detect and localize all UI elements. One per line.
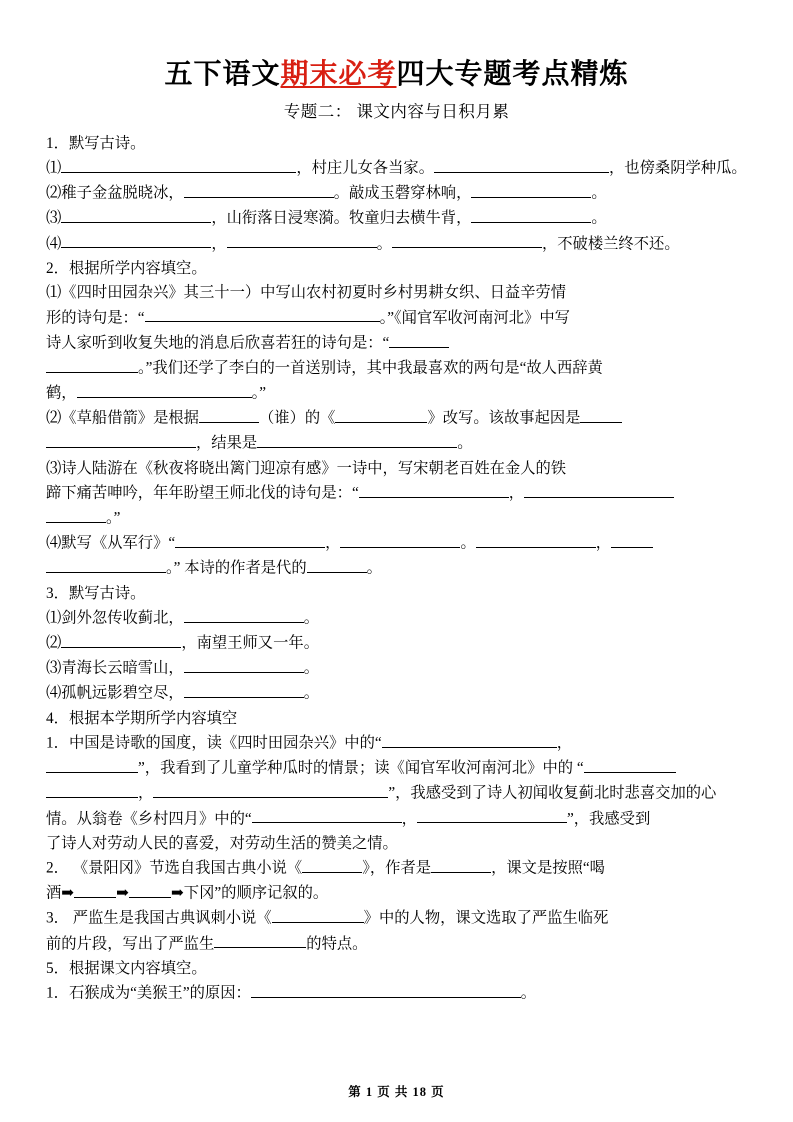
worksheet-body xyxy=(46,132,747,1007)
section-1-item-2 xyxy=(46,181,747,206)
section-4-item-3-line-1 xyxy=(46,906,747,931)
section-2-item-1-line-2 xyxy=(46,306,747,331)
item-text: 》，作者是 xyxy=(362,859,432,877)
item-text: ，不破楼兰终不还。 xyxy=(541,234,680,252)
blank-input[interactable] xyxy=(227,232,377,248)
item-text: 。”《闻官军收河南河北》中写 xyxy=(379,309,570,327)
item-text: ⑵稚子金盆脱晓冰， xyxy=(46,184,184,202)
item-text: 形的诗句是：“ xyxy=(46,309,145,327)
blank-input[interactable] xyxy=(61,156,296,172)
page-subtitle: 专题二： 课文内容与日积月累 xyxy=(283,101,510,121)
blank-input[interactable] xyxy=(392,232,542,248)
section-2-item-1-line-4 xyxy=(46,356,747,381)
section-3-item-4 xyxy=(46,681,747,706)
section-4-item-1-line-3 xyxy=(46,781,747,806)
item-text: 。 xyxy=(303,684,319,702)
item-text: 代的 xyxy=(276,559,307,577)
blank-input[interactable] xyxy=(471,181,591,197)
item-marker: ⑷ xyxy=(46,234,62,252)
blank-input[interactable] xyxy=(580,406,622,422)
blank-input[interactable] xyxy=(61,232,211,248)
item-text: ⑷默写《从军行》“ xyxy=(46,534,176,552)
item-text: ⑴剑外忽传收蓟北， xyxy=(46,609,184,627)
title-part-1: 五下语文 xyxy=(164,59,281,90)
section-3-item-1 xyxy=(46,606,747,631)
item-text: 的特点。 xyxy=(306,934,368,952)
item-text: ， xyxy=(401,809,417,827)
title-highlight: 期末必考 xyxy=(280,59,397,90)
item-text: 。 xyxy=(591,209,607,227)
blank-input[interactable] xyxy=(340,531,460,547)
blank-input[interactable] xyxy=(471,206,591,222)
section-5-heading: 5．根据课文内容填空。 xyxy=(46,959,207,977)
blank-input[interactable] xyxy=(611,531,653,547)
item-text: 。”我们还学了李白的一首送别诗，其中我最喜欢的两句是“故人西辞黄 xyxy=(138,359,603,377)
blank-input[interactable] xyxy=(46,431,196,447)
blank-input[interactable] xyxy=(524,481,674,497)
item-text: 。敲成玉磬穿林响， xyxy=(333,184,472,202)
item-text: ，山衔落日浸寒漪。牧童归去横牛背， xyxy=(211,209,472,227)
blank-input[interactable] xyxy=(184,606,304,622)
blank-input[interactable] xyxy=(153,781,388,797)
section-2-item-2-line-1 xyxy=(46,406,747,431)
page-footer: 第 1 页 共 18 页 xyxy=(348,1085,445,1099)
blank-input[interactable] xyxy=(359,481,509,497)
item-text: 。” 本诗的作者是 xyxy=(166,559,277,577)
blank-input[interactable] xyxy=(214,932,306,948)
item-text: 诗人家听到收复失地的消息后欣喜若狂的诗句是：“ xyxy=(46,334,390,352)
blank-input[interactable] xyxy=(302,856,362,872)
item-text: 1．石猴成为“美猴王”的原因： xyxy=(46,984,251,1002)
blank-input[interactable] xyxy=(61,206,211,222)
item-text: 。 xyxy=(591,184,607,202)
section-2-item-4-line-1 xyxy=(46,531,747,556)
blank-input[interactable] xyxy=(129,881,171,897)
section-2-item-3-line-3 xyxy=(46,506,747,531)
item-text: ，结果是 xyxy=(196,434,258,452)
item-marker: ⑵ xyxy=(46,634,62,652)
section-4-item-1-line-5: 了诗人对劳动人民的喜爱，对劳动生活的赞美之情。 xyxy=(46,834,398,852)
item-text: 。 xyxy=(303,659,319,677)
section-1-item-1 xyxy=(46,156,747,181)
item-text: ，村庄儿女各当家。 xyxy=(296,159,434,177)
item-text: （谁）的《 xyxy=(258,409,336,427)
section-2-item-3-line-1: ⑶诗人陆游在《秋夜将晓出篱门迎凉有感》一诗中，写宋朝老百姓在金人的铁 xyxy=(46,459,567,477)
item-text: ”，我感受到了诗人初闻收复蓟北时悲喜交加的心 xyxy=(388,784,717,802)
section-1-item-3 xyxy=(46,206,747,231)
item-text: 。 xyxy=(303,609,319,627)
blank-input[interactable] xyxy=(272,906,364,922)
item-text: ”，我看到了儿童学种瓜时的情景；读《闻官军收河南河北》中的 “ xyxy=(138,759,584,777)
section-1-item-4 xyxy=(46,232,747,257)
item-text: ，课文是按照“喝 xyxy=(491,859,605,877)
blank-input[interactable] xyxy=(199,406,259,422)
item-text: ， xyxy=(556,734,572,752)
item-text: 。 xyxy=(366,559,382,577)
item-text: ， xyxy=(508,484,525,502)
blank-input[interactable] xyxy=(184,656,304,672)
item-text: 1．中国是诗歌的国度，读《四时田园杂兴》中的“ xyxy=(46,734,382,752)
blank-input[interactable] xyxy=(476,531,596,547)
blank-input[interactable] xyxy=(46,781,138,797)
item-text: ，南望王师又一年。 xyxy=(181,634,319,652)
blank-input[interactable] xyxy=(335,406,427,422)
section-2-item-1-line-3 xyxy=(46,331,747,356)
section-2-item-1-line-5 xyxy=(46,381,747,406)
blank-input[interactable] xyxy=(46,756,138,772)
page-title xyxy=(46,58,747,92)
section-4-item-3-line-2 xyxy=(46,932,747,957)
blank-input[interactable] xyxy=(584,756,676,772)
blank-input[interactable] xyxy=(74,881,116,897)
item-text: ， xyxy=(325,534,341,552)
item-text: ， xyxy=(138,784,154,802)
section-3-item-2 xyxy=(46,631,747,656)
item-text: ”，我感受到 xyxy=(566,809,651,827)
blank-input[interactable] xyxy=(307,556,367,572)
blank-input[interactable] xyxy=(389,331,449,347)
item-text: ， xyxy=(595,534,612,552)
item-text: ，也傍桑阴学种瓜。 xyxy=(609,159,747,177)
blank-input[interactable] xyxy=(252,807,402,823)
item-marker: ⑴ xyxy=(46,159,62,177)
item-text: 。 xyxy=(457,434,473,452)
blank-input[interactable] xyxy=(61,631,181,647)
section-4-heading: 4．根据本学期所学内容填空 xyxy=(46,709,238,727)
item-text: 2． 《景阳冈》节选自我国古典小说《 xyxy=(46,859,303,877)
blank-input[interactable] xyxy=(184,681,304,697)
item-text: 3． 严监生是我国古典讽刺小说《 xyxy=(46,909,272,927)
item-text: 鹤， xyxy=(46,384,77,402)
section-4-item-1-line-1 xyxy=(46,731,747,756)
item-text: 酒➡ xyxy=(46,884,75,902)
item-marker: ⑶ xyxy=(46,209,62,227)
item-text: 。” xyxy=(106,509,121,527)
blank-input[interactable] xyxy=(46,506,106,522)
blank-input[interactable] xyxy=(46,556,166,572)
section-2-item-2-line-2 xyxy=(46,431,747,456)
section-4-item-2-line-2 xyxy=(46,881,747,906)
item-text: 。 xyxy=(460,534,476,552)
item-text: ， xyxy=(211,234,227,252)
section-2-item-1-line-1: ⑴《四时田园杂兴》其三十一）中写山农村初夏时乡村男耕女织、日益辛劳情 xyxy=(46,284,567,302)
item-text: ➡ xyxy=(116,884,129,902)
title-part-2: 四大专题考点精炼 xyxy=(396,59,629,90)
blank-input[interactable] xyxy=(257,431,457,447)
section-2-heading: 2．根据所学内容填空。 xyxy=(46,259,207,277)
section-5-item-1 xyxy=(46,981,747,1006)
item-text: ⑶青海长云暗雪山， xyxy=(46,659,184,677)
blank-input[interactable] xyxy=(46,356,138,372)
blank-input[interactable] xyxy=(434,156,609,172)
section-4-item-2-line-1 xyxy=(46,856,747,881)
item-text: 情。从翁卷《乡村四月》中的“ xyxy=(46,809,252,827)
item-text: ➡下冈”的顺序记叙的。 xyxy=(170,884,329,902)
item-text: ⑷孤帆远影碧空尽， xyxy=(46,684,184,702)
item-text: 前的片段，写出了严监生 xyxy=(46,934,215,952)
item-text: 》中的人物，课文选取了严监生临死 xyxy=(363,909,609,927)
item-text: ⑵《草船借箭》是根据 xyxy=(46,409,199,427)
section-4-item-1-line-2 xyxy=(46,756,747,781)
section-2-item-4-line-2 xyxy=(46,556,747,581)
section-4-item-1-line-4 xyxy=(46,807,747,832)
section-2-item-3-line-2 xyxy=(46,481,747,506)
section-1-heading: 1．默写古诗。 xyxy=(46,134,146,152)
blank-input[interactable] xyxy=(145,306,380,322)
section-3-heading: 3．默写古诗。 xyxy=(46,584,146,602)
blank-input[interactable] xyxy=(77,381,252,397)
item-text: 。 xyxy=(520,984,537,1002)
item-text: 》改写。该故事起因是 xyxy=(427,409,581,427)
blank-input[interactable] xyxy=(251,981,521,997)
blank-input[interactable] xyxy=(382,731,557,747)
item-text: 。 xyxy=(376,234,392,252)
section-3-item-3 xyxy=(46,656,747,681)
blank-input[interactable] xyxy=(175,531,325,547)
blank-input[interactable] xyxy=(184,181,334,197)
blank-input[interactable] xyxy=(431,856,491,872)
item-text: 蹄下痛苦呻吟，年年盼望王师北伐的诗句是：“ xyxy=(46,484,359,502)
item-text: 。” xyxy=(251,384,267,402)
blank-input[interactable] xyxy=(417,807,567,823)
